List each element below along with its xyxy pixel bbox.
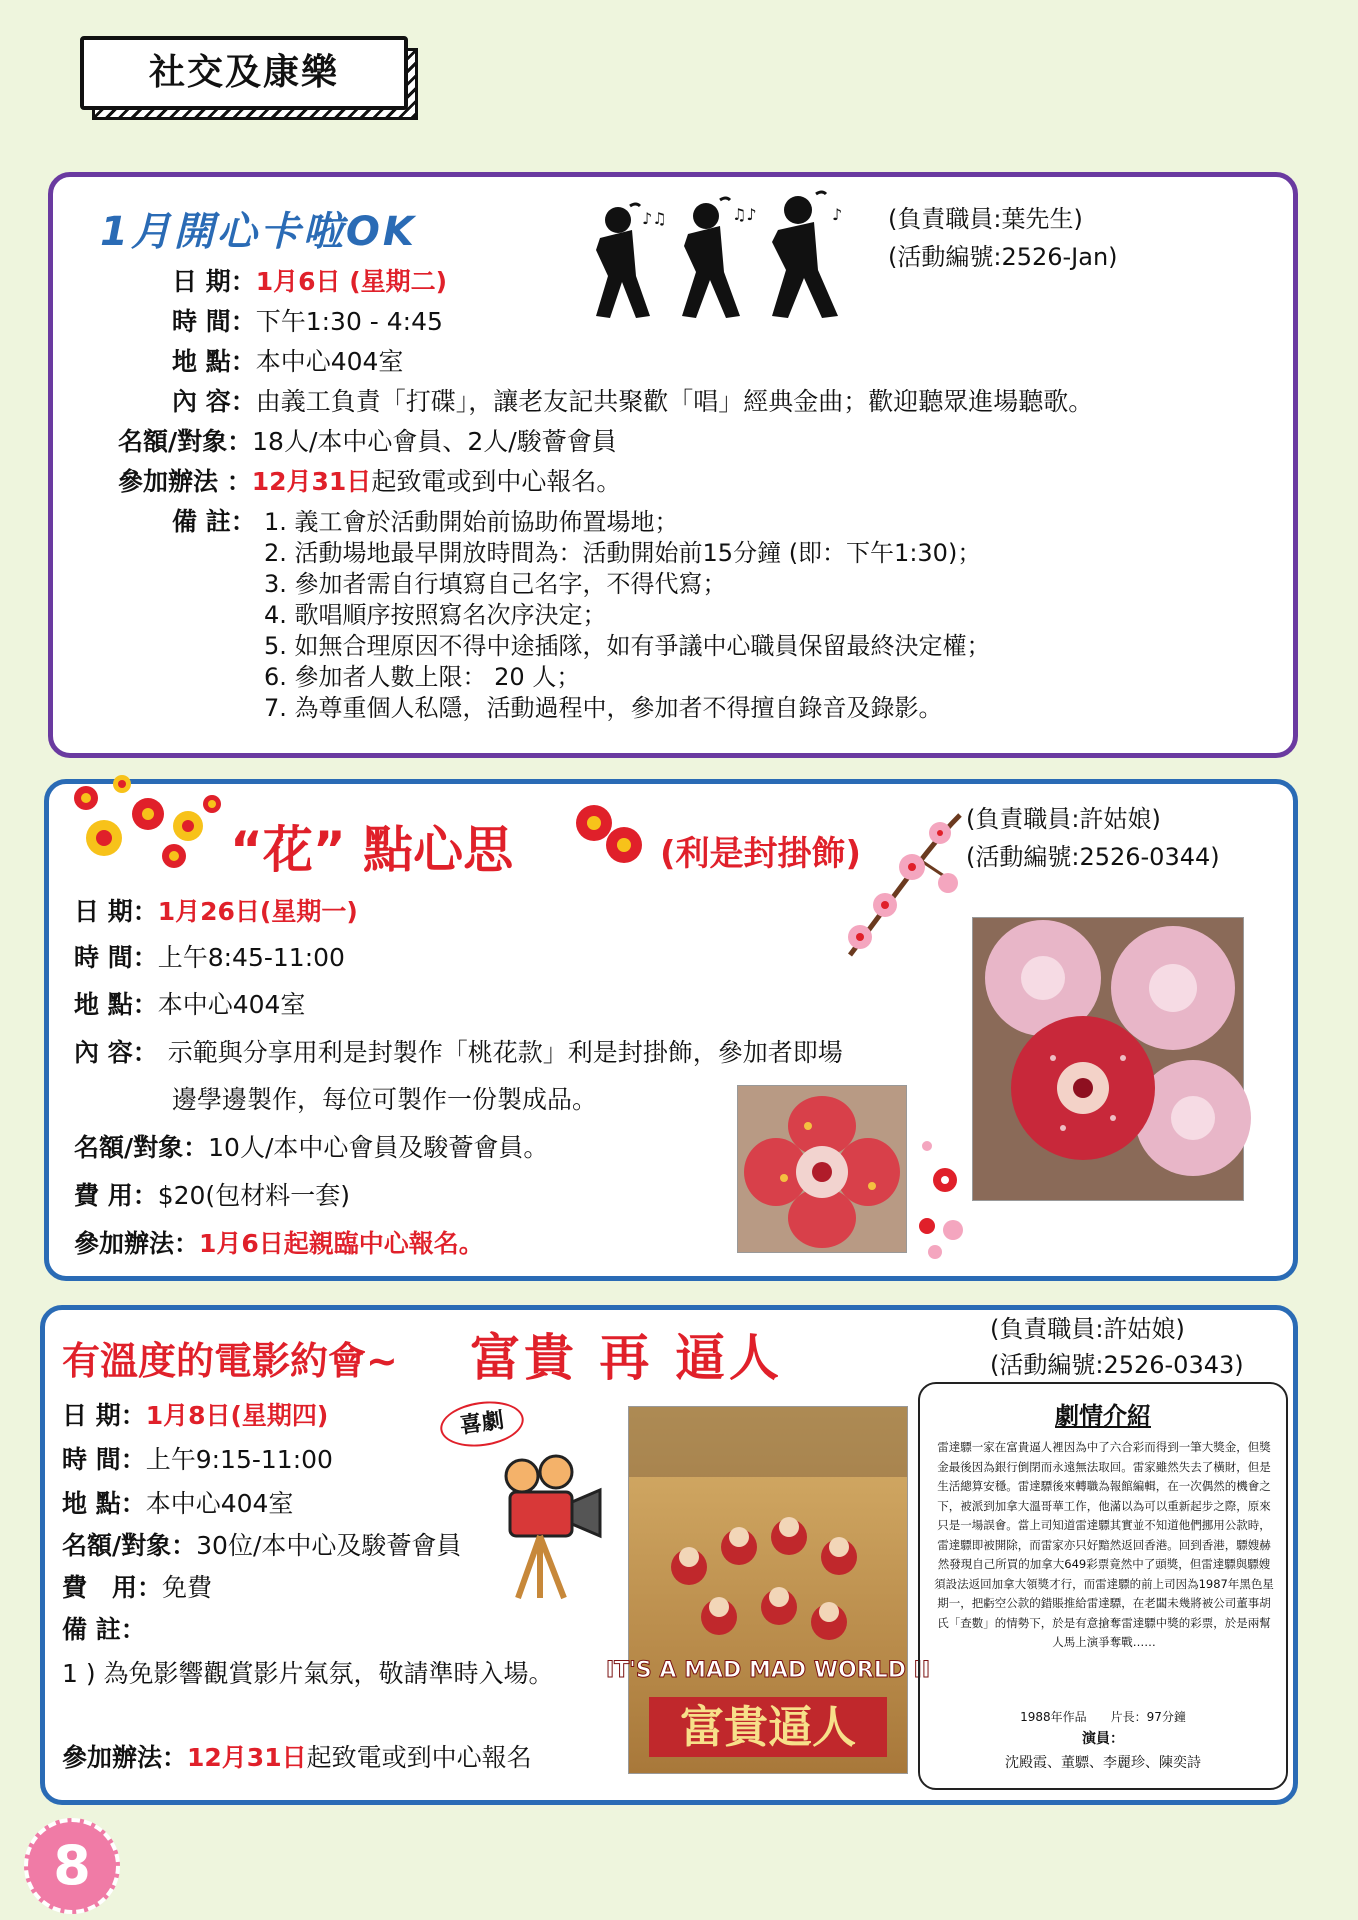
flower-quota: 10人/本中心會員及駿薈會員。	[208, 1133, 549, 1162]
quota-label: 名額/對象：	[74, 1133, 209, 1162]
singers-icon	[570, 190, 860, 330]
section-title: 社交及康樂	[148, 52, 339, 93]
synopsis-box	[918, 1382, 1288, 1790]
karaoke-content: 由義工負責「打碟」，讓老友記共聚歡「唱」經典金曲；歡迎聽眾進場聽歌。	[255, 387, 1094, 416]
quota-label: 名額/對象：	[118, 427, 253, 456]
movie-code: (活動編號:2526-0343)	[990, 1351, 1244, 1379]
note-item: 6. 參加者人數上限： 20 人；	[264, 663, 581, 691]
flower-title: “花” 點心思	[230, 821, 514, 879]
time-label: 時 間：	[172, 307, 256, 336]
flower-code: (活動編號:2526-0344)	[966, 843, 1220, 871]
poster-zh: 富貴逼人	[680, 1702, 856, 1753]
notes-label: 備 註：	[62, 1615, 146, 1644]
place-label: 地 點：	[62, 1489, 146, 1518]
movie-quota: 30位/本中心及駿薈會員	[196, 1531, 462, 1560]
apply-label: 參加辦法：	[62, 1743, 188, 1772]
time-label: 時 間：	[74, 943, 158, 972]
flower-staff: (負責職員:許姑娘)	[966, 805, 1161, 833]
movie-note: 1 ) 為免影響觀賞影片氣氛，敬請準時入場。	[62, 1659, 554, 1688]
movie-fee: 免費	[162, 1573, 213, 1602]
peach-branch-icon	[830, 805, 970, 965]
genre-badge: 喜劇	[437, 1396, 526, 1451]
content-label: 內 容：	[172, 387, 256, 416]
apply-label: 參加辦法 ：	[118, 467, 252, 496]
note-item: 3. 參加者需自行填寫自己名字，不得代寫；	[264, 570, 727, 598]
blossom-icon	[570, 795, 646, 871]
apply-label: 參加辦法：	[74, 1229, 200, 1258]
craft-photo-large	[972, 917, 1244, 1201]
flower-place: 本中心404室	[157, 990, 306, 1019]
movie-apply-date: 12月31日	[187, 1743, 307, 1772]
movie-camera-icon	[490, 1450, 610, 1600]
page-number: 8	[24, 1818, 120, 1914]
flower-date: 1月26日(星期一)	[157, 897, 358, 926]
movie-date: 1月8日(星期四)	[145, 1401, 329, 1430]
karaoke-place: 本中心404室	[255, 347, 404, 376]
karaoke-code: (活動編號:2526-Jan)	[888, 243, 1118, 271]
karaoke-title: 1月開心卡啦OK	[100, 209, 417, 255]
fee-label: 費 用：	[62, 1573, 163, 1602]
movie-title-a: 有溫度的電影約會~	[62, 1339, 398, 1383]
date-label: 日 期：	[62, 1401, 146, 1430]
cast-list: 沈殿霞、董驃、李麗珍、陳奕詩	[1005, 1755, 1201, 1771]
synopsis-title: 劇情介紹	[1055, 1402, 1151, 1430]
svg-text:♪: ♪	[832, 205, 843, 224]
date-label: 日 期：	[172, 267, 256, 296]
note-item: 5. 如無合理原因不得中途插隊，如有爭議中心職員保留最終決定權；	[264, 632, 991, 660]
poster-en: IT'S A MAD MAD WORLD II	[605, 1658, 931, 1683]
flower-apply: 1月6日起親臨中心報名。	[199, 1229, 484, 1258]
karaoke-time: 下午1:30 - 4:45	[255, 307, 443, 336]
karaoke-date: 1月6日 (星期二)	[255, 267, 448, 296]
flower-fee: $20(包材料一套)	[157, 1181, 350, 1210]
flower-time: 上午8:45-11:00	[157, 943, 345, 972]
content-label: 內 容：	[74, 1038, 158, 1067]
note-item: 7. 為尊重個人私隱，活動過程中，參加者不得擅自錄音及錄影。	[264, 694, 943, 722]
time-label: 時 間：	[62, 1445, 146, 1474]
movie-poster	[605, 1406, 931, 1774]
fee-label: 費 用：	[74, 1181, 158, 1210]
karaoke-apply-date: 12月31日	[251, 467, 372, 496]
movie-place: 本中心404室	[145, 1489, 294, 1518]
svg-text:♫♪: ♫♪	[732, 205, 757, 224]
movie-staff: (負責職員:許姑娘)	[990, 1315, 1185, 1343]
synopsis-text: 雷達驃一家在富貴逼人裡因為中了六合彩而得到一筆大獎金，但獎金最後因為銀行倒閉而永遠無法取回。雷家雖然失去了橫財，但是生活總算安穩。雷達驃後來轉職為報館編輯，在一次偶然的機會之下，被派到加拿大溫哥華工作，他滿以為可以重新起步之際，原來只是一場誤會。當上司知道雷達驃其實並不知道他們挪用公款時，雷達驃即被開除，而雷家亦只好黯然返回香港。回到香港，驃嫂赫然發現自己所買的加拿大649彩票竟然中了頭獎，但雷達驃與驃嫂須設法返回加拿大領獎才行，而雷達驃的前上司因為1987年黑色星期一，把虧空公款的錯賬推給雷達驃，在老闆未幾將被公司董事胡氏「查數」的情勢下，於是有意搶奪雷達驃中獎的彩票，於是兩幫人馬上演爭奪戰……	[934, 1440, 1274, 1649]
cast-label: 演員：	[1082, 1731, 1124, 1747]
synopsis-year: 1988年作品 片長：97分鐘	[1020, 1710, 1186, 1724]
karaoke-apply-rest: 起致電或到中心報名。	[371, 467, 622, 496]
flower-content-1: 示範與分享用利是封製作「桃花款」利是封掛飾，參加者即場	[167, 1038, 843, 1067]
flower-subtitle: (利是封掛飾)	[660, 834, 862, 874]
movie-title-b: 富貴 再 逼人	[470, 1329, 783, 1387]
place-label: 地 點：	[74, 990, 158, 1019]
flower-content-2: 邊學邊製作，每位可製作一份製成品。	[172, 1085, 598, 1114]
date-label: 日 期：	[74, 897, 158, 926]
section-tag	[80, 36, 410, 116]
quota-label: 名額/對象：	[62, 1531, 197, 1560]
karaoke-staff: (負責職員:葉先生)	[888, 205, 1083, 233]
craft-photo-small	[737, 1085, 907, 1253]
small-blossoms-icon	[915, 1140, 975, 1260]
svg-text:♪♫: ♪♫	[642, 209, 667, 228]
plum-blossom-icon	[64, 774, 224, 874]
note-item: 4. 歌唱順序按照寫名次序決定；	[264, 601, 607, 629]
movie-apply-rest: 起致電或到中心報名	[306, 1743, 532, 1772]
place-label: 地 點：	[172, 347, 256, 376]
notes-label: 備 註：	[172, 507, 256, 536]
karaoke-quota: 18人/本中心會員、2人/駿薈會員	[252, 427, 617, 456]
movie-time: 上午9:15-11:00	[145, 1445, 333, 1474]
note-item: 2. 活動場地最早開放時間為：活動開始前15分鐘 (即：下午1:30)；	[264, 539, 982, 567]
note-item: 1. 義工會於活動開始前協助佈置場地；	[264, 508, 679, 536]
